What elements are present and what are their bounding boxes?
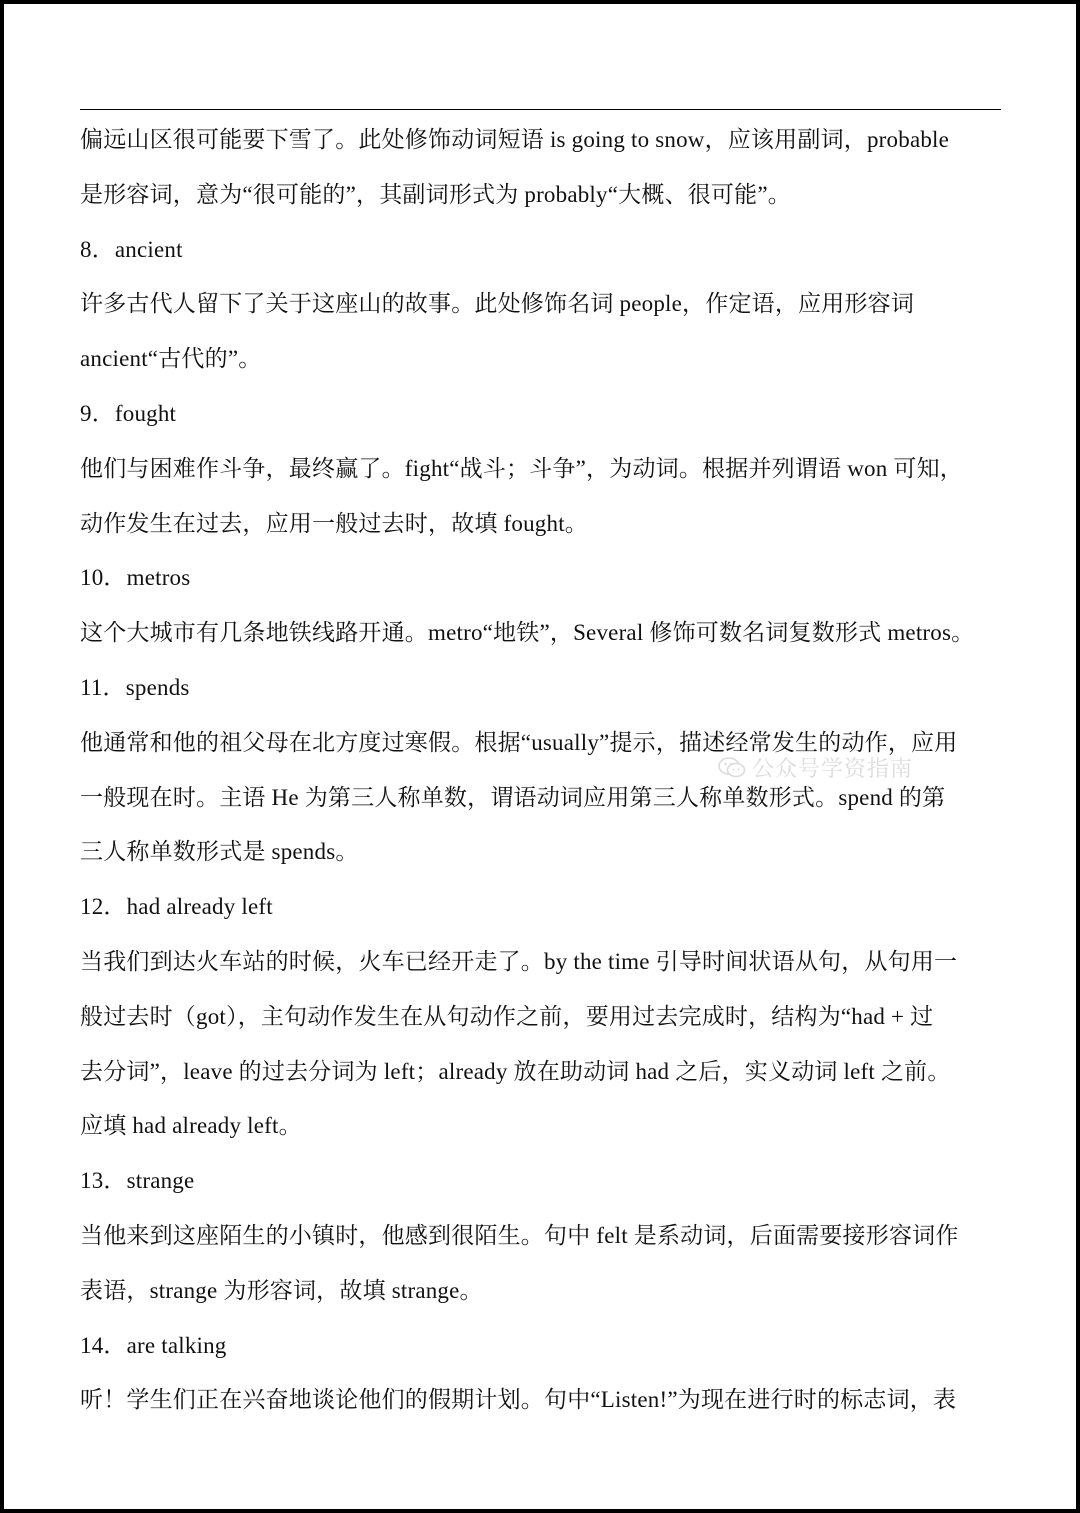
text-line: 动作发生在过去，应用一般过去时，故填 fought。 <box>80 510 588 536</box>
answer-heading: 10．metros <box>80 565 191 591</box>
text-line: 许多古代人留下了关于这座山的故事。此处修饰名词 people，作定语，应用形容词 <box>80 291 915 317</box>
answer-heading: 11．spends <box>80 674 190 700</box>
text-line: 一般现在时。主语 He 为第三人称单数，谓语动词应用第三人称单数形式。spend 的第 <box>80 784 946 810</box>
answer-heading: 13．strange <box>80 1168 195 1194</box>
text-line: 去分词”，leave 的过去分词为 left；already 放在助动词 had 之后，实义动词 left 之前。 <box>80 1058 951 1084</box>
text-line: 应填 had already left。 <box>80 1113 302 1139</box>
text-line: 当他来到这座陌生的小镇时，他感到很陌生。句中 felt 是系动词，后面需要接形容词作 <box>80 1222 959 1248</box>
text-line: 他通常和他的祖父母在北方度过寒假。根据“usually”提示，描述经常发生的动作，应用 <box>80 729 958 755</box>
wechat-logo-icon <box>718 757 746 779</box>
header-divider <box>80 109 1001 110</box>
text-line: 般过去时（got），主句动作发生在从句动作之前，要用过去完成时，结构为“had + 过 <box>80 1003 934 1029</box>
answer-heading: 12．had already left <box>80 894 273 920</box>
answer-heading: 8．ancient <box>80 236 183 262</box>
text-line: ancient“古代的”。 <box>80 346 262 372</box>
watermark <box>718 752 913 783</box>
text-line: 这个大城市有几条地铁线路开通。metro“地铁”，Several 修饰可数名词复数形式 metros。 <box>80 620 975 646</box>
text-line: 当我们到达火车站的时候，火车已经开走了。by the time 引导时间状语从句，从句用一 <box>80 948 958 974</box>
text-line: 三人称单数形式是 spends。 <box>80 839 359 865</box>
text-line: 他们与困难作斗争，最终赢了。fight“战斗；斗争”，为动词。根据并列谓语 won 可知， <box>80 455 963 481</box>
text-line: 是形容词，意为“很可能的”，其副词形式为 probably“大概、很可能”。 <box>80 181 791 207</box>
watermark-text: 公众号学资指南 <box>752 757 914 782</box>
answer-heading: 9．fought <box>80 400 177 426</box>
text-line: 听！学生们正在兴奋地谈论他们的假期计划。句中“Listen!”为现在进行时的标志词，表 <box>80 1387 957 1413</box>
answer-heading: 14．are talking <box>80 1332 227 1358</box>
text-line: 表语，strange 为形容词，故填 strange。 <box>80 1277 483 1303</box>
text-line: 偏远山区很可能要下雪了。此处修饰动词短语 is going to snow，应该用副词，probable <box>80 127 950 152</box>
